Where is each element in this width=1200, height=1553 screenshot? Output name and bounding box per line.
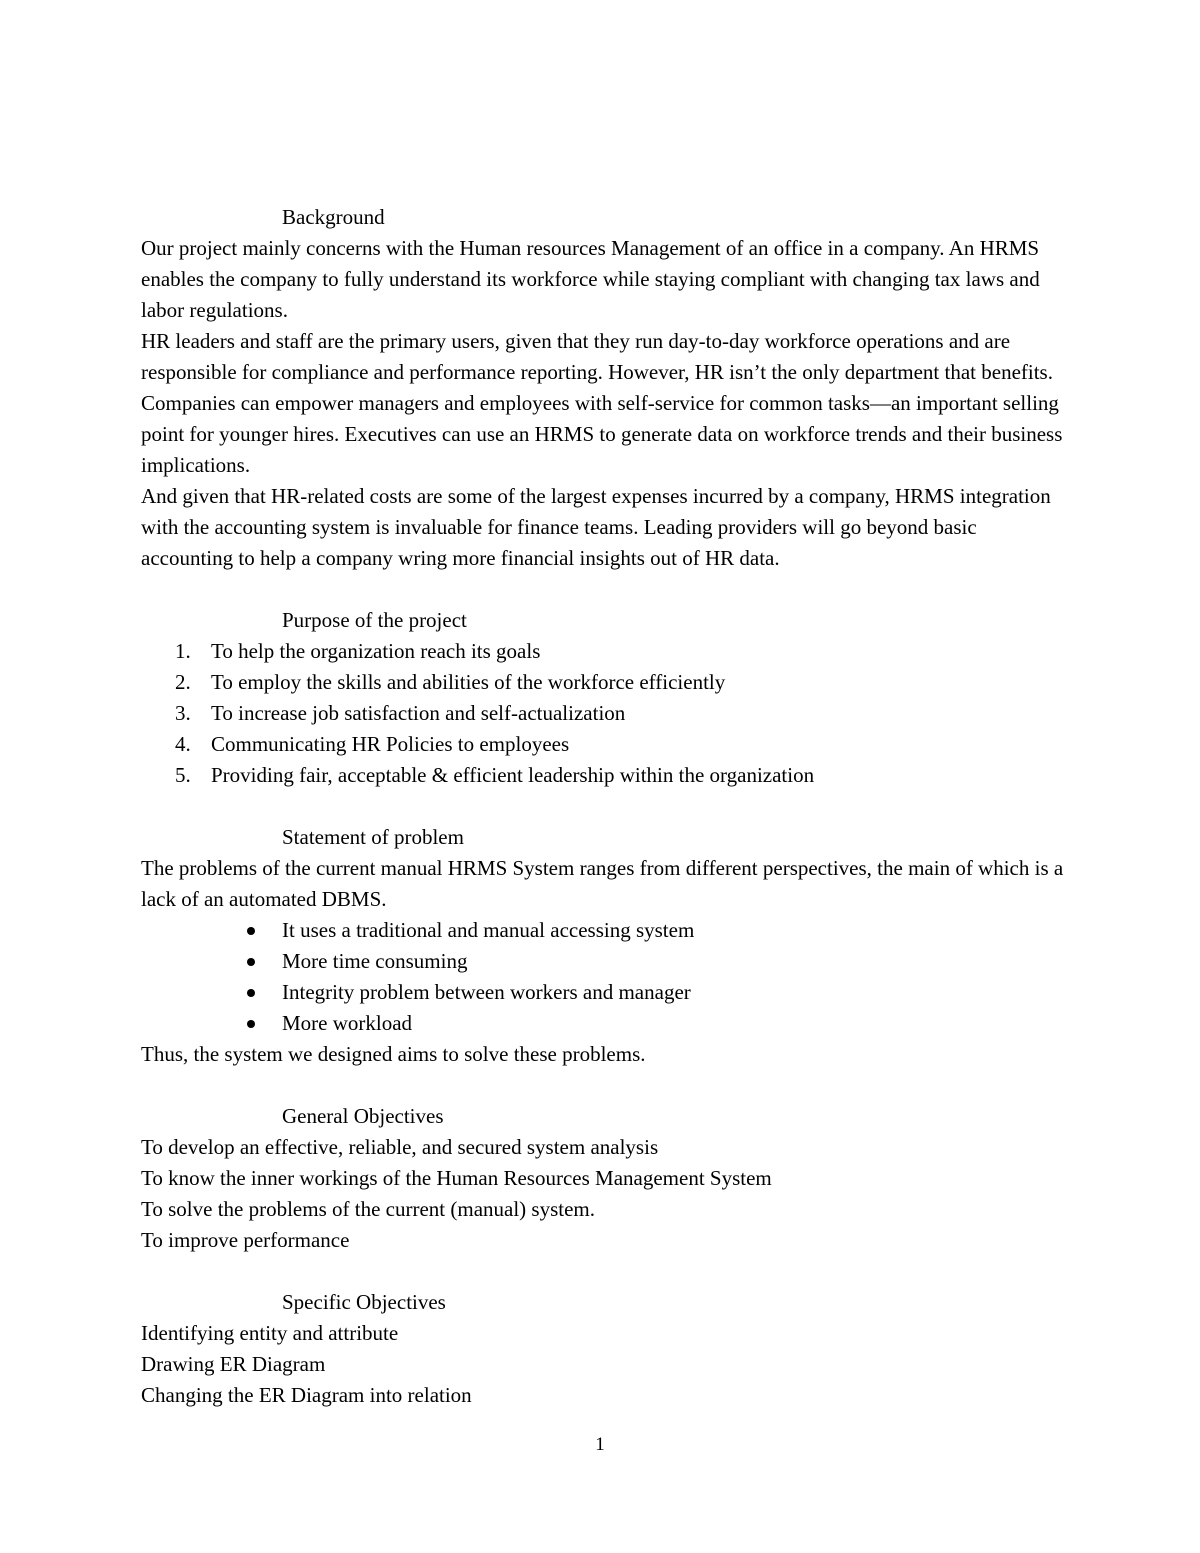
purpose-heading: Purpose of the project [282,608,467,632]
specific-objective-line: Identifying entity and attribute [141,1321,399,1345]
list-item-text: To employ the skills and abilities of the workforce efficiently [211,670,726,694]
background-paragraph-3: And given that HR-related costs are some of the largest expenses incurred by a company, HRMS integration with the accounting system is invaluable for finance teams. Leading providers will go beyond basic accounting to help a company wring more financial insights out of HR data. [141,484,1051,570]
list-item-text: Communicating HR Policies to employees [211,732,570,756]
background-paragraph-1: Our project mainly concerns with the Human resources Management of an office in a company. An HRMS enables the company to fully understand its workforce while staying compliant with changing tax laws and labor regulations. [141,236,1040,322]
list-item [141,667,1071,698]
list-item [141,1008,1071,1039]
list-item [141,977,1071,1008]
problem-conclusion: Thus, the system we designed aims to solve these problems. [141,1042,646,1066]
list-item-text: Providing fair, acceptable & efficient leadership within the organization [211,763,815,787]
list-item [141,636,1071,667]
background-paragraph-2: HR leaders and staff are the primary users, given that they run day-to-day workforce operations and are responsible for compliance and performance reporting. However, HR isn’t the only department that benefits. Companies can empower managers and employees with self-service for common tasks—an important selling point for younger hires. Executives can use an HRMS to generate data on workforce trends and their business implications. [141,329,1063,477]
bullet-icon [247,927,255,935]
spacer [141,1256,1071,1287]
problem-heading: Statement of problem [282,825,464,849]
problem-intro: The problems of the current manual HRMS System ranges from different perspectives, the main of which is a lack of an automated DBMS. [141,856,1064,911]
specific-objectives-heading: Specific Objectives [282,1290,446,1314]
spacer [141,791,1071,822]
document-body [141,202,1071,1411]
list-item [141,729,1071,760]
list-item-text: More workload [282,1011,413,1035]
general-objective-line: To know the inner workings of the Human Resources Management System [141,1166,772,1190]
list-item-text: To increase job satisfaction and self-actualization [211,701,626,725]
list-number: 1. [175,639,191,663]
specific-objective-line: Changing the ER Diagram into relation [141,1383,472,1407]
list-item-text: To help the organization reach its goals [211,639,541,663]
general-objective-line: To develop an effective, reliable, and secured system analysis [141,1135,659,1159]
list-number: 5. [175,763,191,787]
list-number: 4. [175,732,191,756]
general-objective-line: To improve performance [141,1228,350,1252]
purpose-list [141,636,1071,791]
list-item-text: It uses a traditional and manual accessing system [282,918,695,942]
page-number: 1 [595,1434,605,1455]
spacer [141,1070,1071,1101]
list-item [141,915,1071,946]
list-number: 2. [175,670,191,694]
list-item [141,760,1071,791]
spacer [141,574,1071,605]
specific-objective-line: Drawing ER Diagram [141,1352,326,1376]
list-item [141,698,1071,729]
list-item-text: More time consuming [282,949,468,973]
bullet-icon [247,1020,255,1028]
problem-bullet-list [141,915,1071,1039]
general-objectives-heading: General Objectives [282,1104,444,1128]
background-heading: Background [282,205,385,229]
list-number: 3. [175,701,191,725]
list-item-text: Integrity problem between workers and manager [282,980,691,1004]
bullet-icon [247,958,255,966]
general-objective-line: To solve the problems of the current (manual) system. [141,1197,595,1221]
bullet-icon [247,989,255,997]
list-item [141,946,1071,977]
